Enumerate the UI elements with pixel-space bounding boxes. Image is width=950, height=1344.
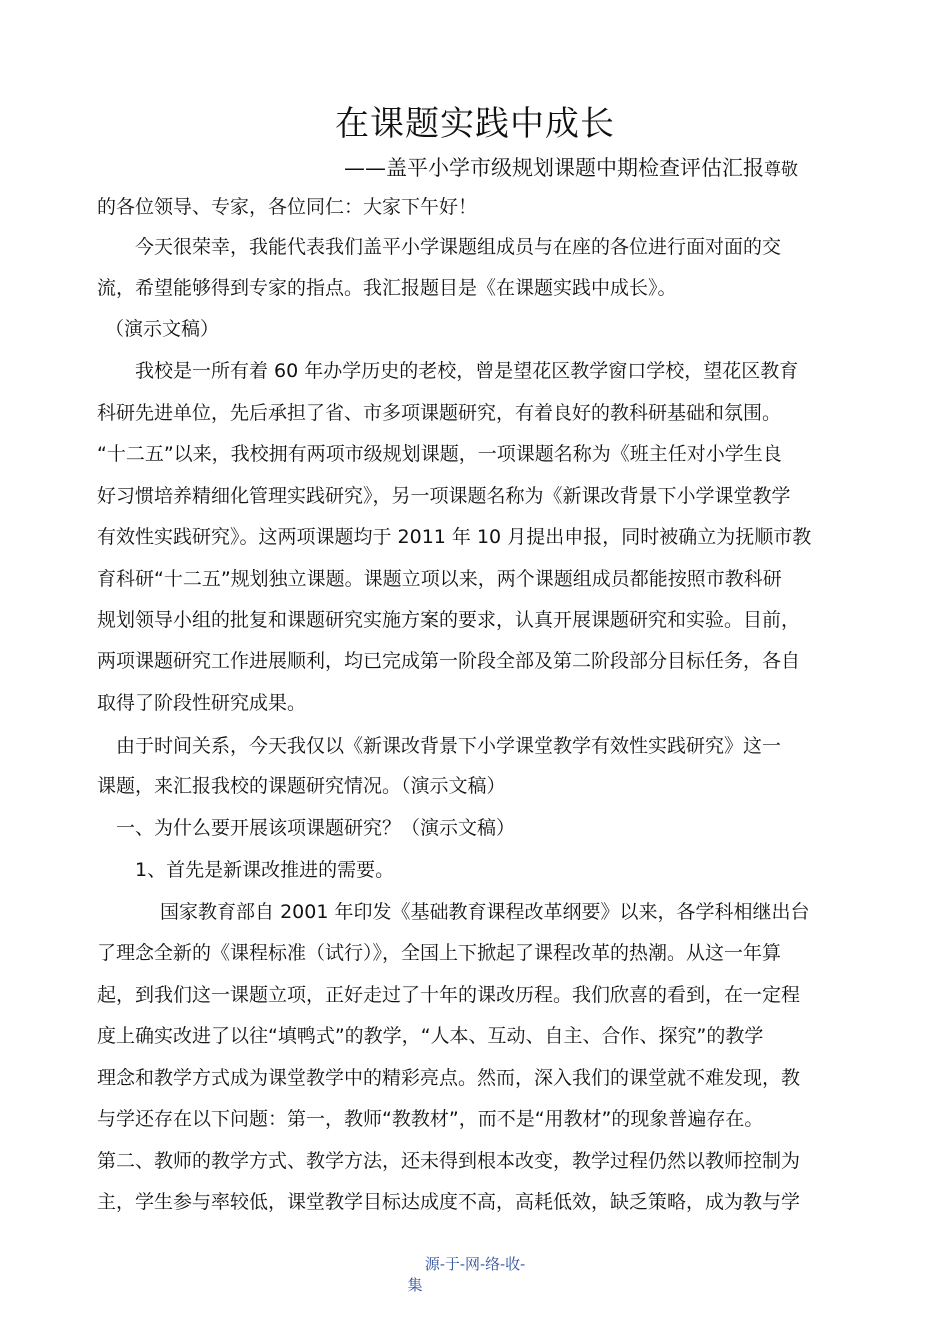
body-line: 与学还存在以下问题：第一，教师“教教材”，而不是“用教材”的现象普遍存在。 <box>97 1108 764 1130</box>
body-line: 1、首先是新课改推进的需要。 <box>97 859 395 881</box>
body-line: 主，学生参与率较低，课堂教学目标达成度不高，高耗低效，缺乏策略，成为教与学 <box>97 1191 801 1213</box>
body-line: 育科研“十二五”规划独立课题。课题立项以来，两个课题组成员都能按照市教科研 <box>97 568 782 590</box>
subtitle-main: ——盖平小学市级规划课题中期检查评估汇报 <box>344 156 764 180</box>
body-line: 规划领导小组的批复和课题研究实施方案的要求，认真开展课题研究和实验。目前， <box>97 609 801 631</box>
subtitle-tail: 尊敬 <box>764 160 798 180</box>
footer-watermark-line1: 源-于-网-络-收- <box>424 1255 526 1273</box>
body-line: 国家教育部自 2001 年印发《基础教育课程改革纲要》以来，各学科相继出台 <box>97 901 810 923</box>
body-line: 一、为什么要开展该项课题研究？（演示文稿） <box>97 817 516 839</box>
page-subtitle <box>344 152 798 182</box>
body-line: 理念和教学方式成为课堂教学中的精彩亮点。然而，深入我们的课堂就不难发现，教 <box>97 1067 801 1089</box>
body-line: 科研先进单位，先后承担了省、市多项课题研究，有着良好的教科研基础和氛围。 <box>97 402 782 424</box>
body-line: 度上确实改进了以往“填鸭式”的教学，“人本、互动、自主、合作、探究”的教学 <box>97 1025 764 1047</box>
body-line: 起，到我们这一课题立项，正好走过了十年的课改历程。我们欣喜的看到，在一定程 <box>97 984 801 1006</box>
body-line: 好习惯培养精细化管理实践研究》，另一项课题名称为《新课改背景下小学课堂教学 <box>97 485 791 507</box>
body-line: 我校是一所有着 60 年办学历史的老校，曾是望花区教学窗口学校，望花区教育 <box>97 360 799 382</box>
body-line: 第二、教师的教学方式、教学方法，还未得到根本改变，教学过程仍然以教师控制为 <box>97 1150 801 1172</box>
body-line: 流，希望能够得到专家的指点。我汇报题目是《在课题实践中成长》。 <box>97 277 677 299</box>
body-line: 两项课题研究工作进展顺利，均已完成第一阶段全部及第二阶段部分目标任务，各自 <box>97 650 801 672</box>
body-line: 有效性实践研究》。这两项课题均于 2011 年 10 月提出申报，同时被确立为抚顺市教 <box>97 526 812 548</box>
body-line: （演示文稿） <box>105 318 220 340</box>
body-line: 课题，来汇报我校的课题研究情况。（演示文稿） <box>97 775 506 797</box>
body-line: 的各位领导、专家，各位同仁：大家下午好！ <box>97 196 478 218</box>
body-line: 了理念全新的《课程标准（试行）》，全国上下掀起了课程改革的热潮。从这一年算 <box>97 942 782 964</box>
footer-watermark-line2: 集 <box>407 1276 423 1294</box>
body-line: 取得了阶段性研究成果。 <box>97 692 307 714</box>
body-line: 今天很荣幸，我能代表我们盖平小学课题组成员与在座的各位进行面对面的交 <box>97 236 782 258</box>
body-line: 由于时间关系，今天我仅以《新课改背景下小学课堂教学有效性实践研究》这一 <box>97 735 782 757</box>
page-title: 在课题实践中成长 <box>335 104 615 144</box>
body-line: “十二五”以来，我校拥有两项市级规划课题，一项课题名称为《班主任对小学生良 <box>97 443 782 465</box>
